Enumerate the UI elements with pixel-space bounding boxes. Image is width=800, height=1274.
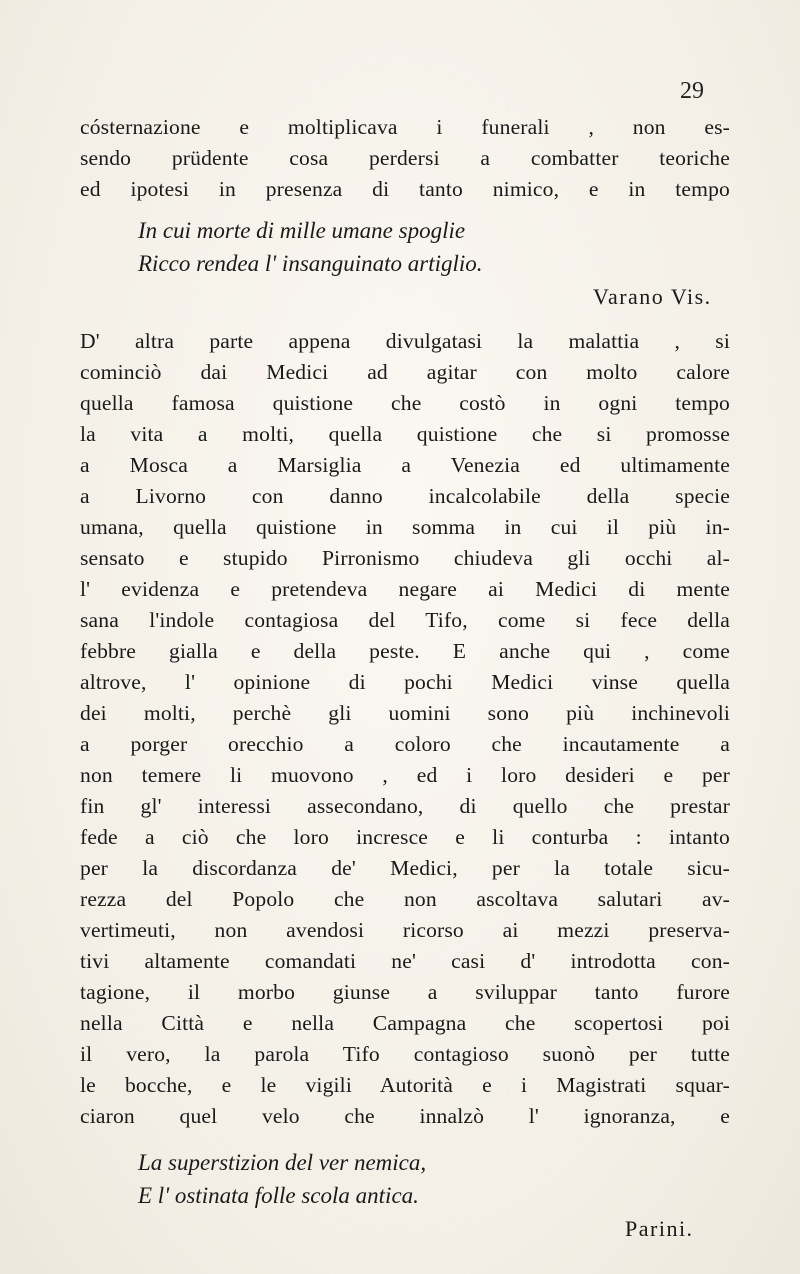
verse-line: In cui morte di mille umane spoglie [138,218,466,243]
text-line: ed ipotesi in presenza di tanto nimico, e in tempo [80,177,730,201]
text-line: cominciò dai Medici ad agitar con molto calore [80,360,730,384]
text-line: a porger orecchio a coloro che incautamente a [80,732,730,756]
text-line: nella Città e nella Campagna che scopertosi poi [80,1011,730,1035]
text-line: per la discordanza de' Medici, per la totale sicu- [80,856,730,880]
text-line: umana, quella quistione in somma in cui il più in- [80,515,730,539]
text-line: tivi altamente comandati ne' casi d' introdotta con- [80,949,730,973]
text-line: a Mosca a Marsiglia a Venezia ed ultimamente [80,453,730,477]
text-line: febbre gialla e della peste. E anche qui , come [80,639,730,663]
text-line: quella famosa quistione che costò in ogni tempo [80,391,730,415]
text-line: la vita a molti, quella quistione che si promosse [80,422,730,446]
page-number: 29 [680,78,704,104]
text-line: sana l'indole contagiosa del Tifo, come si fece della [80,608,730,632]
verse-line: Ricco rendea l' insanguinato artiglio. [138,251,483,276]
text-line: a Livorno con danno incalcolabile della specie [80,484,730,508]
text-line: rezza del Popolo che non ascoltava salutari av- [80,887,730,911]
text-line: dei molti, perchè gli uomini sono più inchinevoli [80,701,730,725]
verse-attribution: Varano Vis. [593,284,712,309]
text-line: tagione, il morbo giunse a sviluppar tanto furore [80,980,730,1004]
text-line: sensato e stupido Pirronismo chiudeva gli occhi al- [80,546,730,570]
verse-line: La superstizion del ver nemica, [138,1150,427,1175]
verse-attribution: Parini. [625,1216,694,1241]
text-line: non temere li muovono , ed i loro desideri e per [80,763,730,787]
text-line: le bocche, e le vigili Autorità e i Magistrati squar- [80,1073,730,1097]
text-line: sendo prüdente cosa perdersi a combatter teoriche [80,146,730,170]
text-line: D' altra parte appena divulgatasi la malattia , si [80,329,730,353]
text-line: ciaron quel velo che innalzò l' ignoranza, e [80,1104,730,1128]
text-line: cósternazione e moltiplicava i funerali , non es- [80,115,730,139]
text-line: fede a ciò che loro incresce e li conturba : intanto [80,825,730,849]
text-line: fin gl' interessi assecondano, di quello che prestar [80,794,730,818]
text-line: il vero, la parola Tifo contagioso suonò per tutte [80,1042,730,1066]
verse-line: E l' ostinata folle scola antica. [138,1183,419,1208]
text-line: altrove, l' opinione di pochi Medici vinse quella [80,670,730,694]
text-line: l' evidenza e pretendeva negare ai Medici di mente [80,577,730,601]
text-line: vertimeuti, non avendosi ricorso ai mezzi preserva- [80,918,730,942]
